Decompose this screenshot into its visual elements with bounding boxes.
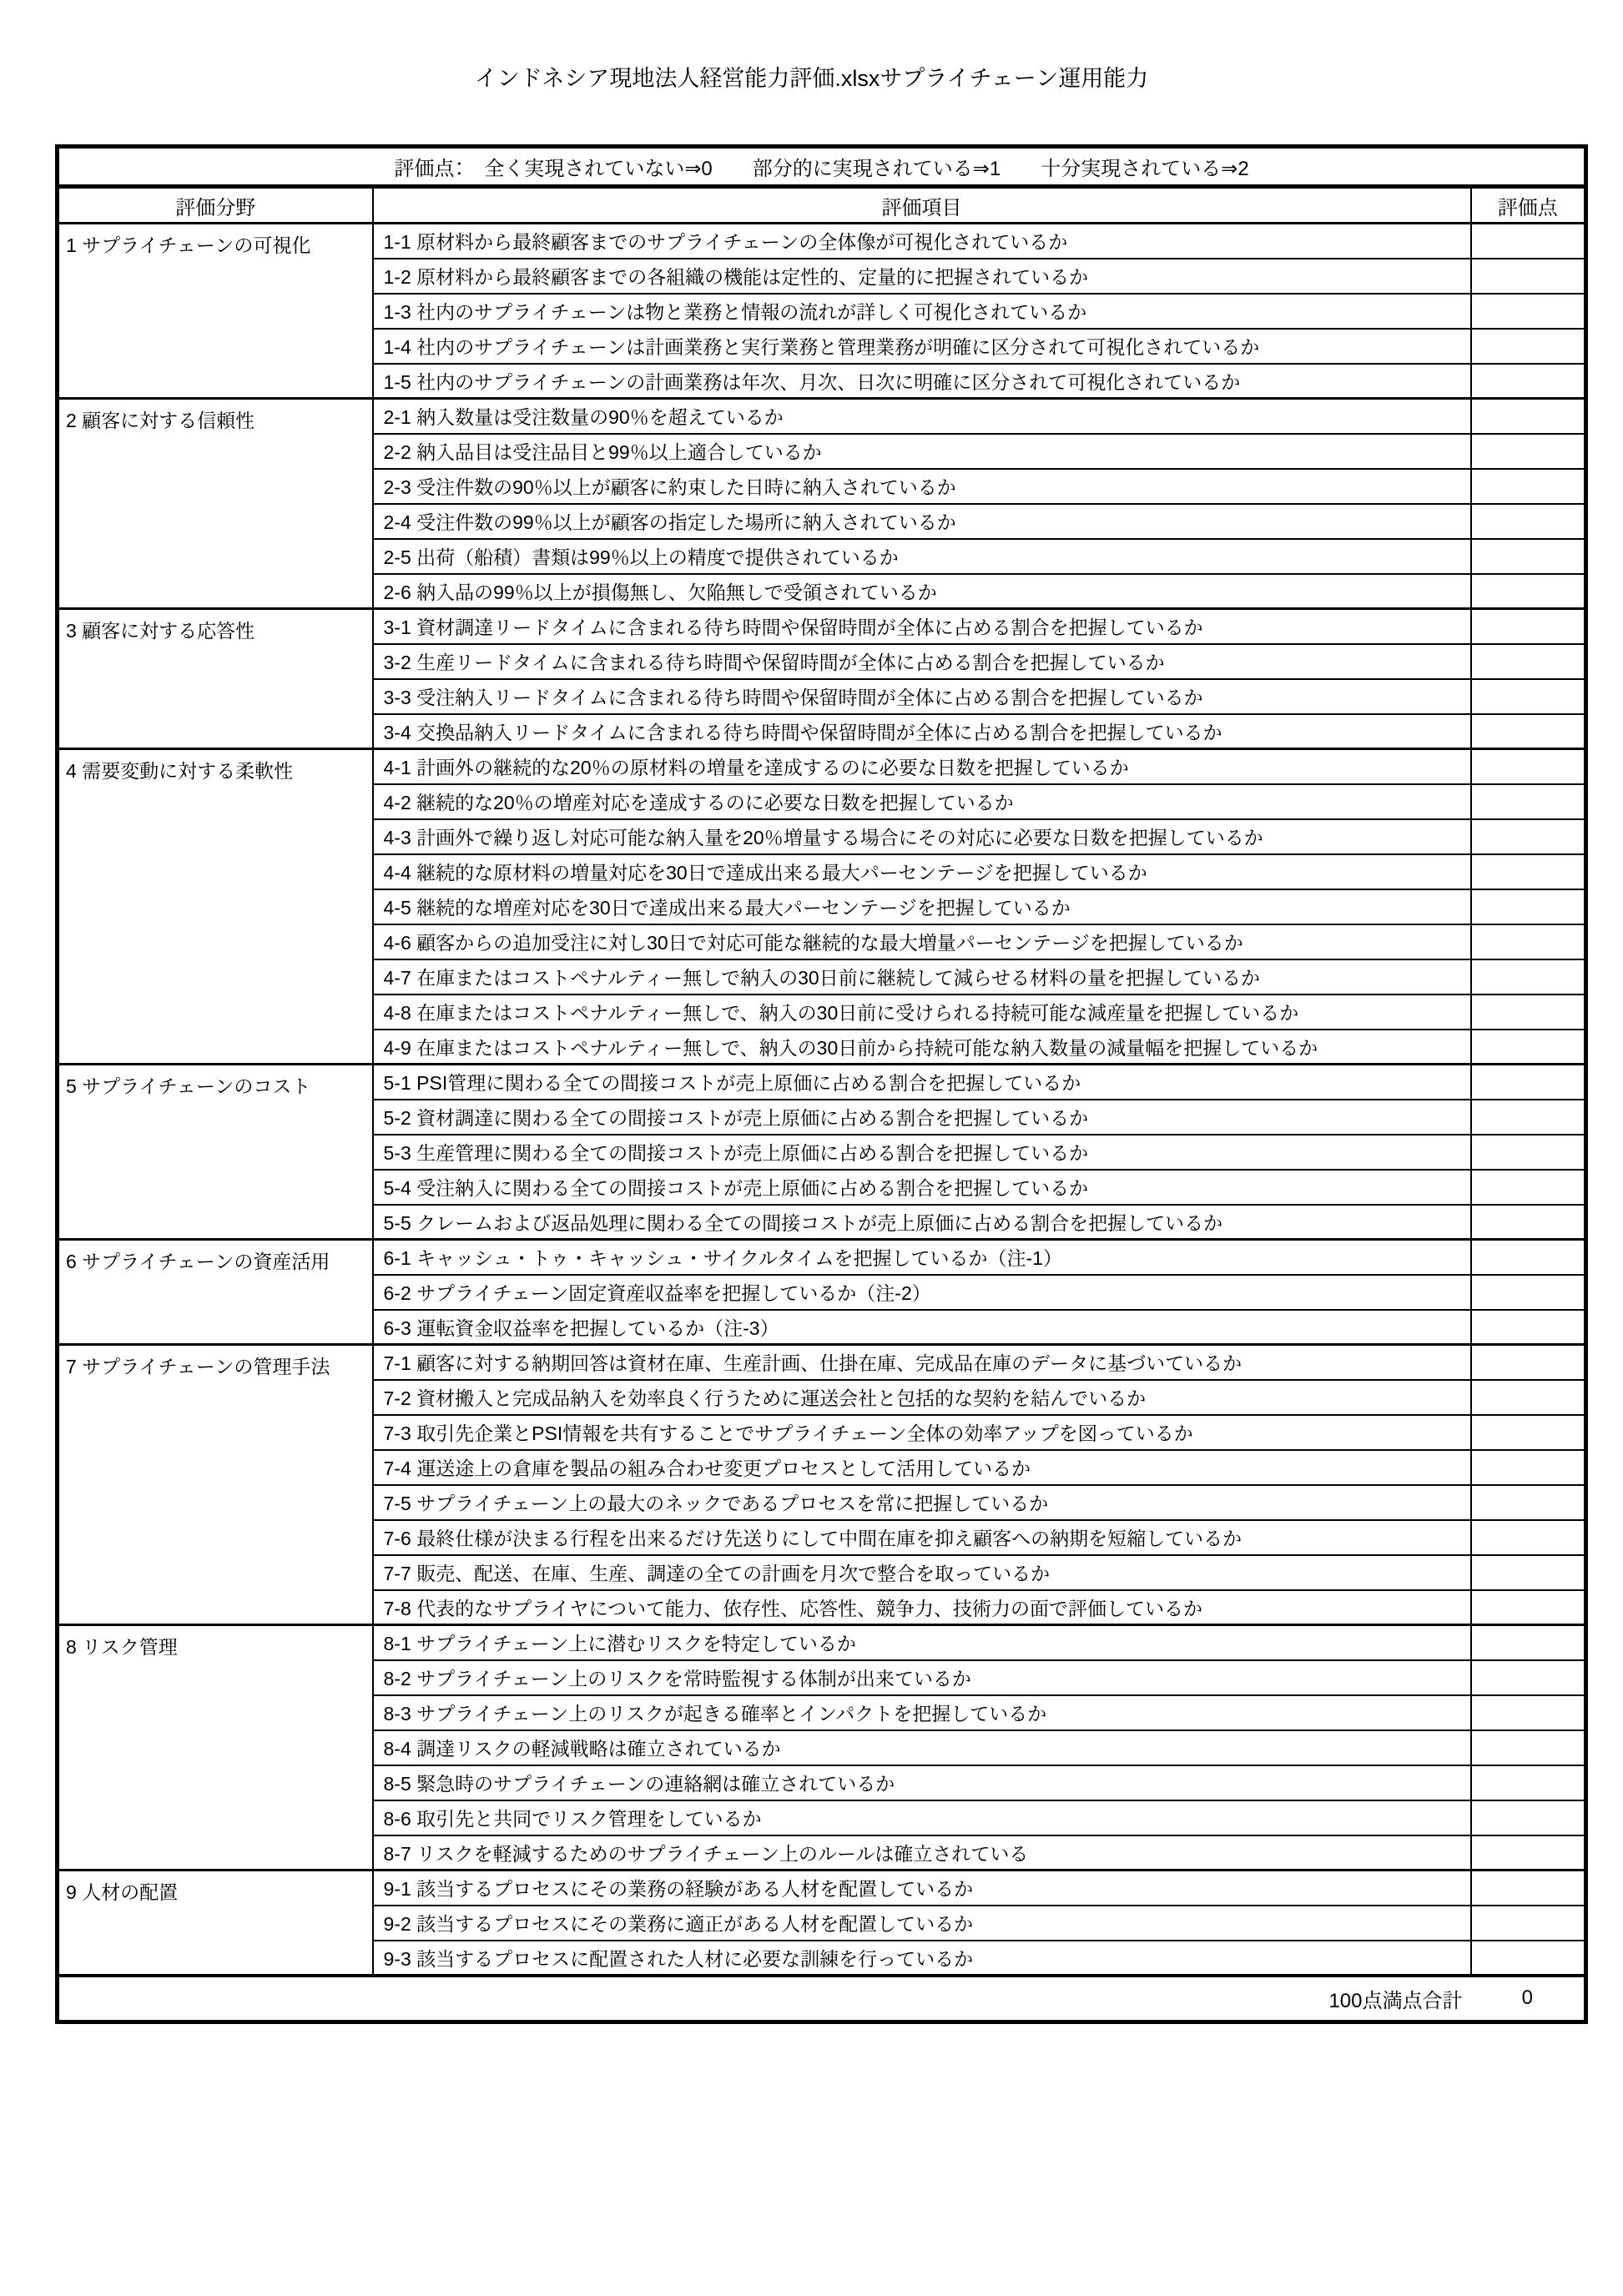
score-input-cell[interactable] [1471, 1625, 1586, 1660]
item-cell: 5-3 生産管理に関わる全ての間接コストが売上原価に占める割合を把握しているか [373, 1135, 1471, 1170]
item-cell: 4-4 継続的な原材料の増量対応を30日で達成出来る最大パーセンテージを把握しているか [373, 854, 1471, 889]
score-input-cell[interactable] [1471, 399, 1586, 434]
score-input-cell[interactable] [1471, 1730, 1586, 1765]
item-cell: 4-8 在庫またはコストペナルティー無しで、納入の30日前に受けられる持続可能な減産量を把握しているか [373, 994, 1471, 1030]
score-input-cell[interactable] [1471, 994, 1586, 1030]
item-cell: 4-1 計画外の継続的な20％の原材料の増量を達成するのに必要な日数を把握しているか [373, 749, 1471, 784]
assessment-table [55, 144, 1588, 2024]
score-input-cell[interactable] [1471, 1065, 1586, 1100]
item-cell: 4-7 在庫またはコストペナルティー無しで納入の30日前に継続して減らせる材料の量を把握しているか [373, 959, 1471, 994]
item-cell: 4-6 顧客からの追加受注に対し30日で対応可能な継続的な最大増量パーセンテージを把握しているか [373, 924, 1471, 959]
category-cell: 2 顧客に対する信頼性 [58, 399, 373, 609]
table-row [58, 1345, 1586, 1380]
table-row [58, 1240, 1586, 1275]
score-input-cell[interactable] [1471, 924, 1586, 959]
category-cell: 5 サプライチェーンのコスト [58, 1065, 373, 1240]
item-cell: 7-8 代表的なサプライヤについて能力、依存性、応答性、競争力、技術力の面で評価しているか [373, 1590, 1471, 1625]
score-input-cell[interactable] [1471, 504, 1586, 539]
item-cell: 2-1 納入数量は受注数量の90％を超えているか [373, 399, 1471, 434]
table-row [58, 609, 1586, 644]
table-row [58, 1065, 1586, 1100]
score-input-cell[interactable] [1471, 1310, 1586, 1345]
score-input-cell[interactable] [1471, 469, 1586, 504]
column-header-item: 評価項目 [373, 187, 1471, 224]
score-input-cell[interactable] [1471, 1450, 1586, 1485]
score-input-cell[interactable] [1471, 434, 1586, 469]
score-input-cell[interactable] [1471, 714, 1586, 749]
score-input-cell[interactable] [1471, 1380, 1586, 1415]
score-input-cell[interactable] [1471, 854, 1586, 889]
score-input-cell[interactable] [1471, 1765, 1586, 1800]
total-score-value: 0 [1471, 1976, 1586, 2022]
item-cell: 3-3 受注納入リードタイムに含まれる待ち時間や保留時間が全体に占める割合を把握しているか [373, 679, 1471, 714]
category-cell: 4 需要変動に対する柔軟性 [58, 749, 373, 1065]
item-cell: 6-1 キャッシュ・トゥ・キャッシュ・サイクルタイムを把握しているか（注-1） [373, 1240, 1471, 1275]
item-cell: 8-1 サプライチェーン上に潜むリスクを特定しているか [373, 1625, 1471, 1660]
category-cell: 8 リスク管理 [58, 1625, 373, 1871]
score-input-cell[interactable] [1471, 1906, 1586, 1941]
score-input-cell[interactable] [1471, 1835, 1586, 1871]
item-cell: 2-6 納入品の99％以上が損傷無し、欠陥無しで受領されているか [373, 574, 1471, 609]
item-cell: 2-2 納入品目は受注品目と99％以上適合しているか [373, 434, 1471, 469]
score-input-cell[interactable] [1471, 1030, 1586, 1065]
scoring-scale-note: 評価点： 全く実現されていない⇒0 部分的に実現されている⇒1 十分実現されている⇒2 [58, 147, 1586, 187]
item-cell: 7-2 資材搬入と完成品納入を効率良く行うために運送会社と包括的な契約を結んでいるか [373, 1380, 1471, 1415]
item-cell: 1-3 社内のサプライチェーンは物と業務と情報の流れが詳しく可視化されているか [373, 294, 1471, 329]
score-input-cell[interactable] [1471, 1660, 1586, 1695]
item-cell: 8-3 サプライチェーン上のリスクが起きる確率とインパクトを把握しているか [373, 1695, 1471, 1730]
score-input-cell[interactable] [1471, 539, 1586, 574]
score-input-cell[interactable] [1471, 1240, 1586, 1275]
item-cell: 5-1 PSI管理に関わる全ての間接コストが売上原価に占める割合を把握しているか [373, 1065, 1471, 1100]
score-input-cell[interactable] [1471, 1590, 1586, 1625]
item-cell: 4-2 継続的な20％の増産対応を達成するのに必要な日数を把握しているか [373, 784, 1471, 819]
score-input-cell[interactable] [1471, 784, 1586, 819]
item-cell: 9-1 該当するプロセスにその業務の経験がある人材を配置しているか [373, 1871, 1471, 1906]
score-input-cell[interactable] [1471, 679, 1586, 714]
category-cell: 7 サプライチェーンの管理手法 [58, 1345, 373, 1625]
item-cell: 1-2 原材料から最終顧客までの各組織の機能は定性的、定量的に把握されているか [373, 259, 1471, 294]
score-input-cell[interactable] [1471, 1205, 1586, 1240]
item-cell: 2-4 受注件数の99％以上が顧客の指定した場所に納入されているか [373, 504, 1471, 539]
item-cell: 2-3 受注件数の90％以上が顧客に約束した日時に納入されているか [373, 469, 1471, 504]
score-input-cell[interactable] [1471, 574, 1586, 609]
item-cell: 4-3 計画外で繰り返し対応可能な納入量を20％増量する場合にその対応に必要な日数を把握しているか [373, 819, 1471, 854]
score-input-cell[interactable] [1471, 1871, 1586, 1906]
category-cell: 9 人材の配置 [58, 1871, 373, 1976]
table-row [58, 1625, 1586, 1660]
score-input-cell[interactable] [1471, 1415, 1586, 1450]
total-row [58, 1976, 1586, 2022]
score-input-cell[interactable] [1471, 819, 1586, 854]
item-cell: 8-5 緊急時のサプライチェーンの連絡網は確立されているか [373, 1765, 1471, 1800]
item-cell: 8-7 リスクを軽減するためのサプライチェーン上のルールは確立されている [373, 1835, 1471, 1871]
column-header-category: 評価分野 [58, 187, 373, 224]
page-title: インドネシア現地法人経営能力評価.xlsxサプライチェーン運用能力 [474, 66, 1149, 91]
score-input-cell[interactable] [1471, 889, 1586, 924]
total-label: 100点満点合計 [58, 1976, 1471, 2022]
score-input-cell[interactable] [1471, 1135, 1586, 1170]
item-cell: 7-3 取引先企業とPSI情報を共有することでサプライチェーン全体の効率アップを図っているか [373, 1415, 1471, 1450]
item-cell: 1-1 原材料から最終顧客までのサプライチェーンの全体像が可視化されているか [373, 224, 1471, 259]
item-cell: 3-4 交換品納入リードタイムに含まれる待ち時間や保留時間が全体に占める割合を把握しているか [373, 714, 1471, 749]
item-cell: 5-2 資材調達に関わる全ての間接コストが売上原価に占める割合を把握しているか [373, 1100, 1471, 1135]
item-cell: 9-2 該当するプロセスにその業務に適正がある人材を配置しているか [373, 1906, 1471, 1941]
scale-note-row [58, 147, 1586, 187]
score-input-cell[interactable] [1471, 1800, 1586, 1835]
item-cell: 7-4 運送途上の倉庫を製品の組み合わせ変更プロセスとして活用しているか [373, 1450, 1471, 1485]
score-input-cell[interactable] [1471, 959, 1586, 994]
score-input-cell[interactable] [1471, 1275, 1586, 1310]
item-cell: 1-4 社内のサプライチェーンは計画業務と実行業務と管理業務が明確に区分されて可視化されているか [373, 329, 1471, 364]
item-cell: 5-5 クレームおよび返品処理に関わる全ての間接コストが売上原価に占める割合を把握しているか [373, 1205, 1471, 1240]
item-cell: 1-5 社内のサプライチェーンの計画業務は年次、月次、日次に明確に区分されて可視化されているか [373, 364, 1471, 399]
score-input-cell[interactable] [1471, 609, 1586, 644]
item-cell: 4-5 継続的な増産対応を30日で達成出来る最大パーセンテージを把握しているか [373, 889, 1471, 924]
score-input-cell[interactable] [1471, 1485, 1586, 1520]
table-row [58, 1871, 1586, 1906]
score-input-cell[interactable] [1471, 1100, 1586, 1135]
score-input-cell[interactable] [1471, 1555, 1586, 1590]
item-cell: 7-6 最終仕様が決まる行程を出来るだけ先送りにして中間在庫を抑え顧客への納期を短縮しているか [373, 1520, 1471, 1555]
table-row [58, 399, 1586, 434]
table-row [58, 224, 1586, 259]
score-input-cell[interactable] [1471, 749, 1586, 784]
category-cell: 1 サプライチェーンの可視化 [58, 224, 373, 399]
item-cell: 8-4 調達リスクの軽減戦略は確立されているか [373, 1730, 1471, 1765]
category-cell: 6 サプライチェーンの資産活用 [58, 1240, 373, 1345]
score-input-cell[interactable] [1471, 1520, 1586, 1555]
item-cell: 9-3 該当するプロセスに配置された人材に必要な訓練を行っているか [373, 1941, 1471, 1976]
score-input-cell[interactable] [1471, 644, 1586, 679]
column-header-score: 評価点 [1471, 187, 1586, 224]
item-cell: 3-1 資材調達リードタイムに含まれる待ち時間や保留時間が全体に占める割合を把握しているか [373, 609, 1471, 644]
score-input-cell[interactable] [1471, 364, 1586, 399]
assessment-table-body [58, 224, 1586, 1976]
item-cell: 7-1 顧客に対する納期回答は資材在庫、生産計画、仕掛在庫、完成品在庫のデータに基づいているか [373, 1345, 1471, 1380]
table-row [58, 749, 1586, 784]
item-cell: 6-2 サプライチェーン固定資産収益率を把握しているか（注-2） [373, 1275, 1471, 1310]
score-input-cell[interactable] [1471, 1345, 1586, 1380]
score-input-cell[interactable] [1471, 259, 1586, 294]
item-cell: 8-6 取引先と共同でリスク管理をしているか [373, 1800, 1471, 1835]
item-cell: 4-9 在庫またはコストペナルティー無しで、納入の30日前から持続可能な納入数量の減量幅を把握しているか [373, 1030, 1471, 1065]
item-cell: 5-4 受注納入に関わる全ての間接コストが売上原価に占める割合を把握しているか [373, 1170, 1471, 1205]
item-cell: 6-3 運転資金収益率を把握しているか（注-3） [373, 1310, 1471, 1345]
item-cell: 7-7 販売、配送、在庫、生産、調達の全ての計画を月次で整合を取っているか [373, 1555, 1471, 1590]
item-cell: 8-2 サプライチェーン上のリスクを常時監視する体制が出来ているか [373, 1660, 1471, 1695]
score-input-cell[interactable] [1471, 294, 1586, 329]
score-input-cell[interactable] [1471, 224, 1586, 259]
category-cell: 3 顧客に対する応答性 [58, 609, 373, 749]
score-input-cell[interactable] [1471, 1170, 1586, 1205]
item-cell: 7-5 サプライチェーン上の最大のネックであるプロセスを常に把握しているか [373, 1485, 1471, 1520]
column-header-row [58, 187, 1586, 224]
score-input-cell[interactable] [1471, 1695, 1586, 1730]
score-input-cell[interactable] [1471, 1941, 1586, 1976]
item-cell: 3-2 生産リードタイムに含まれる待ち時間や保留時間が全体に占める割合を把握しているか [373, 644, 1471, 679]
item-cell: 2-5 出荷（船積）書類は99％以上の精度で提供されているか [373, 539, 1471, 574]
score-input-cell[interactable] [1471, 329, 1586, 364]
